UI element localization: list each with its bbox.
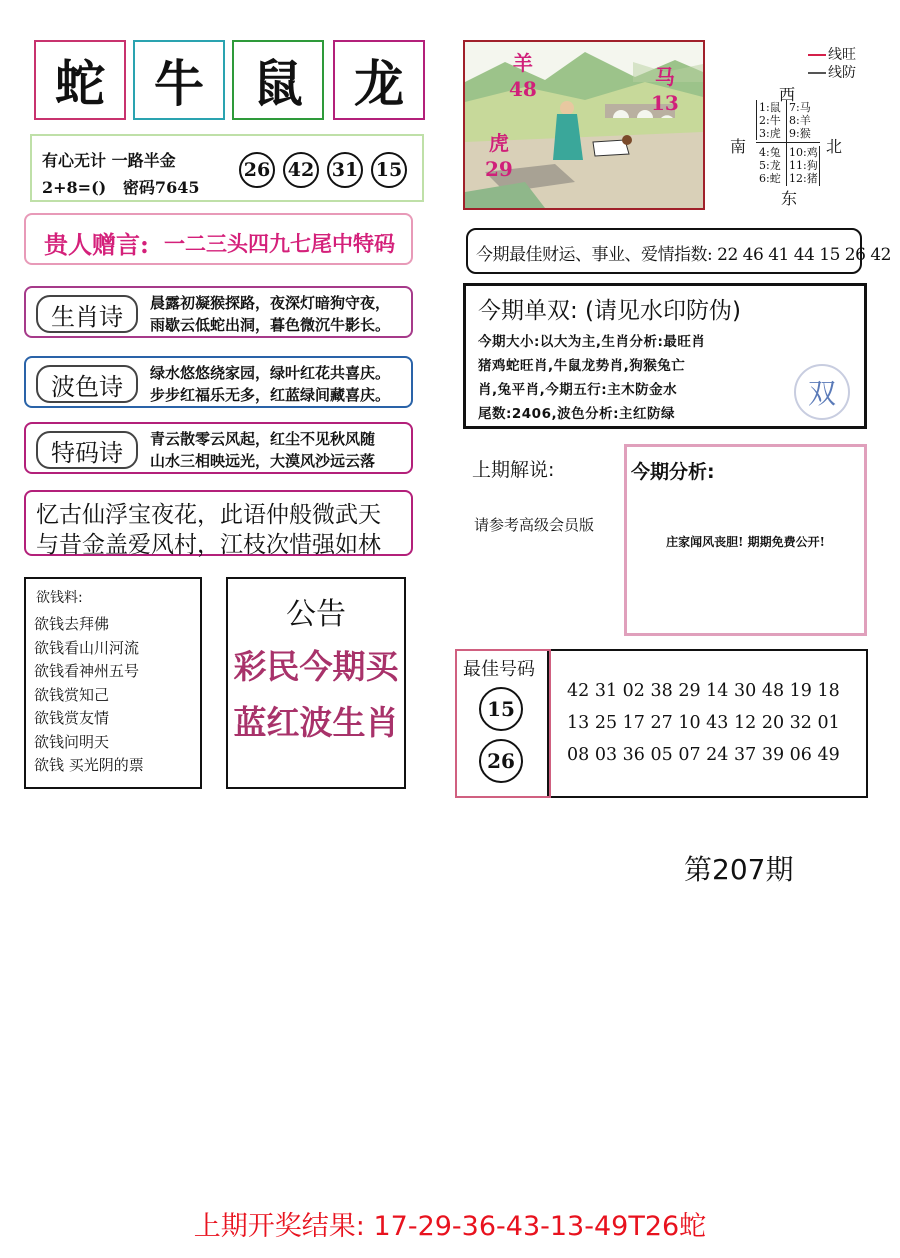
notice-box [226, 577, 406, 789]
pic-label-tiger [485, 130, 513, 182]
pic-label-horse [651, 64, 679, 116]
zodiac-box-2: 牛 [133, 40, 225, 120]
cell-4: 4:兔 [759, 146, 781, 159]
poem-3-line-1: 青云散零云风起，红尘不见秋风随 [150, 430, 376, 448]
money-item-3: 欲钱看神州五号 [34, 662, 140, 680]
last-result: 上期开奖结果: 17-29-36-43-13-49T26蛇 [193, 1211, 707, 1242]
motto-ball-1: 26 [239, 152, 275, 188]
verse-box [24, 490, 413, 556]
poem-tag-3: 特码诗 [36, 431, 138, 469]
compass-grid [756, 100, 820, 186]
motto-ball-2: 42 [283, 152, 319, 188]
odd-even-title: 今期单双: (请见水印防伪) [478, 298, 742, 324]
poem-text-3 [150, 428, 375, 472]
pic-label-horse-animal: 马 [654, 65, 675, 89]
money-item-4: 欲钱赏知己 [34, 685, 110, 704]
best-row-3: 08 03 36 05 07 24 37 39 06 49 [567, 745, 840, 765]
gift-label: 贵人赠言: [44, 230, 149, 259]
money-box [24, 577, 202, 789]
poem-tag-1: 生肖诗 [36, 295, 138, 333]
compass-west: 西 [779, 85, 796, 104]
cell-1: 1:鼠 [759, 101, 781, 114]
poem-1-line-1: 晨露初凝猴探路，夜深灯暗狗守夜， [150, 294, 391, 312]
legend-wang-label: 线旺 [828, 47, 856, 63]
cell-10: 10:鸡 [789, 146, 818, 159]
poem-1-line-2: 雨歇云低蛇出洞，暮色微沉牛影长。 [150, 316, 391, 334]
pic-label-tiger-num: 29 [485, 157, 513, 181]
verse-line-1: 忆古仙浮宝夜花，此语仲般微武天 [36, 502, 381, 528]
motto-box [30, 134, 424, 202]
special-poem [24, 422, 413, 474]
odd-even-box [463, 283, 867, 429]
illustration [463, 40, 705, 210]
compass-south: 南 [730, 137, 747, 156]
zodiac-box-4: 龙 [333, 40, 425, 120]
money-title: 欲钱料: [36, 590, 83, 606]
compass-cells-bottom [759, 146, 821, 185]
best-box [455, 649, 868, 798]
money-item-6: 欲钱问明天 [34, 732, 110, 751]
analysis-text: 庄家闻风丧胆! 期期免费公开! [666, 535, 825, 549]
fortune-box [466, 228, 891, 274]
odd-even-body [478, 330, 705, 426]
money-item-5: 欲钱赏友情 [34, 709, 110, 727]
cell-2: 2:牛 [759, 114, 781, 127]
pic-label-sheep-num: 48 [509, 77, 537, 101]
motto-ball-4: 15 [371, 152, 407, 188]
cell-9: 9:猴 [789, 127, 811, 140]
pic-label-tiger-animal: 虎 [488, 131, 509, 155]
notice-line-1: 彩民今期买 [233, 647, 399, 686]
cell-5: 5:龙 [759, 159, 781, 172]
legend-fang-label: 线防 [828, 65, 856, 81]
poem-text-2 [150, 362, 390, 406]
cell-11: 11:狗 [789, 159, 818, 172]
compass-north: 北 [826, 137, 843, 156]
gift-banner [24, 213, 413, 265]
double-stamp: 双 [794, 364, 850, 420]
odd-even-line-1: 今期大小:以大为主,生肖分析:最旺肖 [478, 334, 706, 350]
notice-line-2: 蓝红波生肖 [233, 703, 399, 742]
pic-label-sheep-animal: 羊 [512, 51, 533, 75]
cell-8: 8:羊 [789, 114, 811, 127]
poem-tag-2: 波色诗 [36, 365, 138, 403]
money-item-2: 欲钱看山川河流 [34, 638, 140, 657]
compass [728, 82, 846, 206]
color-poem [24, 356, 413, 408]
best-ball-1: 15 [479, 687, 523, 731]
best-row-2: 13 25 17 27 10 43 12 20 32 01 [567, 713, 840, 733]
legend-wang [808, 46, 856, 64]
notice-title: 公告 [286, 597, 346, 632]
money-item-7: 欲钱 买光阴的票 [34, 756, 144, 774]
pic-label-horse-num: 13 [651, 91, 679, 115]
best-number-rows [567, 675, 840, 771]
motto-line-1: 有心无计 一路半金 [42, 151, 176, 170]
legend-fang [808, 64, 856, 82]
poem-3-line-2: 山水三相映远光，大漠风沙远云落 [150, 452, 376, 470]
motto-line-2: 2+8=() 密码7645 [42, 178, 200, 197]
poem-2-line-2: 步步红福乐无多，红蓝绿间藏喜庆。 [150, 386, 391, 404]
cell-6: 6:蛇 [759, 172, 781, 185]
odd-even-line-2: 猪鸡蛇旺肖,牛鼠龙势肖,狗猴兔亡 [478, 358, 686, 374]
compass-cells-top [759, 101, 821, 140]
best-row-1: 42 31 02 38 29 14 30 48 19 18 [567, 681, 840, 701]
legend [808, 46, 856, 82]
best-ball-2: 26 [479, 739, 523, 783]
motto-ball-3: 31 [327, 152, 363, 188]
gift-text: 一二三头四九七尾中特码 [164, 232, 395, 256]
odd-even-line-3: 肖,兔平肖,今期五行:主木防金水 [478, 382, 678, 398]
poem-2-line-1: 绿水悠悠绕家园，绿叶红花共喜庆。 [150, 364, 391, 382]
zodiac-poem [24, 286, 413, 338]
compass-east: 东 [781, 189, 798, 208]
money-item-1: 欲钱去拜佛 [34, 615, 110, 633]
last-explain-title: 上期解说: [472, 459, 555, 481]
cell-7: 7:马 [789, 101, 811, 114]
odd-even-line-4: 尾数:2406,波色分析:主红防绿 [478, 406, 675, 422]
pic-label-sheep [509, 50, 537, 102]
cell-3: 3:虎 [759, 127, 781, 140]
analysis-box [624, 444, 867, 636]
poem-text-1 [150, 292, 390, 336]
money-list [34, 613, 144, 778]
best-title: 最佳号码 [463, 659, 535, 680]
analysis-title: 今期分析: [631, 461, 715, 483]
zodiac-box-1: 蛇 [34, 40, 126, 120]
verse-line-2: 与昔金盖爱风村，江枝次惜强如林 [36, 532, 381, 558]
cell-12: 12:猪 [789, 172, 818, 185]
issue-number: 第207期 [684, 853, 794, 886]
zodiac-box-3: 鼠 [232, 40, 324, 120]
last-explain-text: 请参考高级会员版 [474, 516, 595, 534]
fortune-text: 今期最佳财运、事业、爱情指数: 22 46 41 44 15 26 42 [476, 245, 891, 265]
